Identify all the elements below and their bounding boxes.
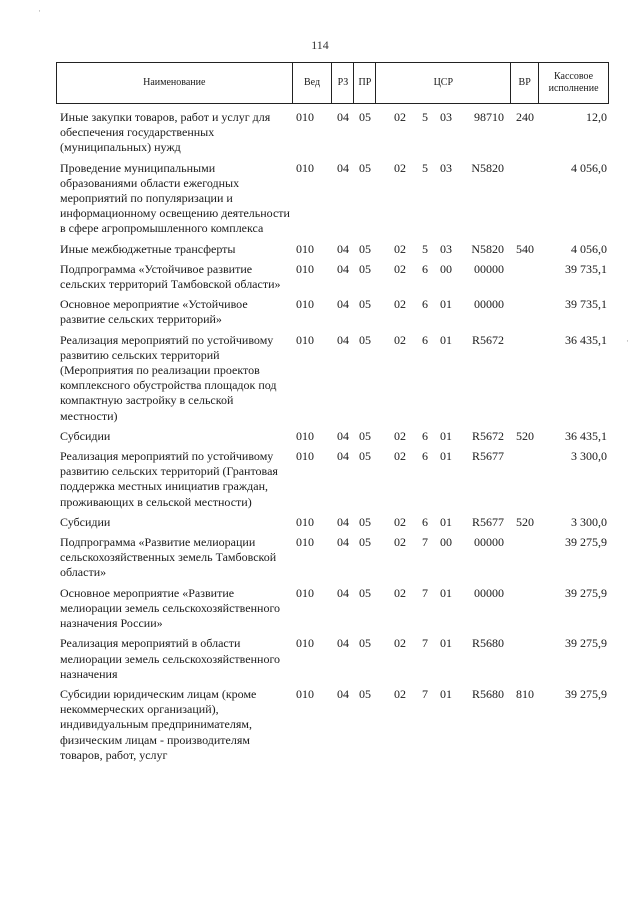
table-row [56, 242, 609, 257]
row-csr-part: 6 [422, 332, 428, 347]
row-csr [376, 636, 511, 682]
row-csr-part: 02 [394, 297, 406, 312]
row-csr-part: 5 [422, 241, 428, 256]
row-csr-part: 01 [440, 428, 452, 443]
row-rz: 04 [337, 428, 349, 443]
row-name: Проведение муниципальными образованиями области ежегодных мероприятий по популяризации и информационному освещению деятельности в сфере агропромышленного комплекса [60, 160, 290, 236]
row-csr-part: 02 [394, 535, 406, 550]
row-csr-part: 03 [440, 160, 452, 175]
row-csr-part: 6 [422, 261, 428, 276]
row-csr-part: 00000 [474, 297, 504, 312]
header-vr: ВР [511, 63, 539, 103]
row-sum: 3 300,0 [571, 514, 607, 529]
row-csr-part: 02 [394, 686, 406, 701]
row-name: Иные межбюджетные трансферты [60, 241, 236, 256]
row-name: Субсидии [60, 514, 111, 529]
table-row [56, 429, 609, 444]
row-name: Основное мероприятие «Устойчивое развитие сельских территорий» [60, 297, 248, 327]
header-pr: ПР [354, 63, 376, 103]
header-rz: РЗ [332, 63, 354, 103]
row-csr-part: 00 [440, 261, 452, 276]
row-csr-part: 01 [440, 514, 452, 529]
table-row [56, 515, 609, 530]
table-row [56, 449, 609, 510]
row-sum: 39 735,1 [565, 261, 607, 276]
row-vr: 540 [516, 241, 534, 256]
row-sum: 4 056,0 [571, 160, 607, 175]
row-pr: 05 [359, 686, 371, 701]
row-ved: 010 [296, 686, 314, 701]
row-csr [376, 297, 511, 327]
row-pr: 05 [359, 261, 371, 276]
row-csr [376, 687, 511, 763]
row-csr-part: 02 [394, 241, 406, 256]
row-rz: 04 [337, 160, 349, 175]
row-pr: 05 [359, 428, 371, 443]
row-csr-part: N5820 [471, 241, 504, 256]
row-ved: 010 [296, 514, 314, 529]
row-sum: 39 275,9 [565, 585, 607, 600]
row-rz: 04 [337, 686, 349, 701]
row-csr-part: 02 [394, 261, 406, 276]
row-pr: 05 [359, 514, 371, 529]
row-csr-part: 02 [394, 160, 406, 175]
row-name: Подпрограмма «Устойчивое развитие сельских территорий Тамбовской области» [60, 261, 281, 292]
scan-mark: · [38, 6, 41, 16]
row-ved: 010 [296, 241, 314, 256]
row-name: Субсидии юридическим лицам (кроме некоммерческих организаций), индивидуальным предпринимателям, физическим лицам - производителям товаров, работ, услуг [60, 686, 257, 762]
row-ved: 010 [296, 261, 314, 276]
row-pr: 05 [359, 160, 371, 175]
row-csr-part: 6 [422, 297, 428, 312]
table-row [56, 687, 609, 763]
table-body [56, 110, 609, 763]
row-csr-part: 02 [394, 514, 406, 529]
row-csr-part: 98710 [474, 110, 504, 124]
scan-mark: · [626, 336, 629, 346]
row-ved: 010 [296, 110, 314, 124]
row-csr-part: R5680 [471, 686, 504, 701]
row-csr [376, 535, 511, 581]
row-csr-part: 01 [440, 297, 452, 312]
row-csr-part: 7 [422, 636, 428, 651]
row-ved: 010 [296, 449, 314, 464]
row-csr-part: 6 [422, 449, 428, 464]
row-csr-part: N5820 [471, 160, 504, 175]
row-name: Реализация мероприятий по устойчивому развитию сельских территорий (Мероприятия по реализации проектов комплексного обустройства площадок под компактную застройку в сельской местности) [60, 332, 277, 423]
row-rz: 04 [337, 110, 349, 124]
row-sum: 39 275,9 [565, 535, 607, 550]
row-rz: 04 [337, 535, 349, 550]
row-ved: 010 [296, 428, 314, 443]
row-vr [511, 161, 539, 237]
row-vr: 520 [516, 428, 534, 443]
row-vr [511, 586, 539, 632]
row-csr-part: 5 [422, 110, 428, 124]
row-pr: 05 [359, 332, 371, 347]
row-rz: 04 [337, 585, 349, 600]
row-csr [376, 333, 511, 424]
row-csr-part: 00000 [474, 585, 504, 600]
row-pr: 05 [359, 535, 371, 550]
row-rz: 04 [337, 261, 349, 276]
row-rz: 04 [337, 297, 349, 312]
row-vr [511, 449, 539, 510]
row-csr-part: 7 [422, 686, 428, 701]
row-csr-part: 00 [440, 535, 452, 550]
row-pr: 05 [359, 110, 371, 124]
row-vr [511, 297, 539, 327]
header-csr: ЦСР [376, 63, 511, 103]
table-row [56, 636, 609, 682]
row-ved: 010 [296, 636, 314, 651]
row-pr: 05 [359, 449, 371, 464]
row-csr-part: R5672 [471, 332, 504, 347]
row-name: Реализация мероприятий по устойчивому развитию сельских территорий (Грантовая поддержка местных инициатив граждан, проживающих в сельской местности) [60, 449, 278, 509]
row-sum: 4 056,0 [571, 241, 607, 256]
table-row [56, 535, 609, 581]
row-ved: 010 [296, 535, 314, 550]
row-vr: 240 [516, 110, 534, 124]
row-csr-part: R5680 [471, 636, 504, 651]
row-csr [376, 242, 511, 257]
row-vr [511, 535, 539, 581]
header-ved: Вед [293, 63, 333, 103]
row-sum: 36 435,1 [565, 428, 607, 443]
row-pr: 05 [359, 241, 371, 256]
row-name: Субсидии [60, 428, 111, 443]
row-csr [376, 161, 511, 237]
row-csr-part: 7 [422, 585, 428, 600]
row-csr [376, 586, 511, 632]
row-csr-part: 03 [440, 241, 452, 256]
row-name: Основное мероприятие «Развитие мелиорации земель сельскохозяйственного назначения России» [60, 585, 281, 631]
row-csr-part: 00000 [474, 261, 504, 276]
row-csr-part: 02 [394, 636, 406, 651]
table-header [56, 62, 609, 104]
table-row [56, 161, 609, 237]
table-row [56, 297, 609, 327]
row-sum: 36 435,1 [565, 332, 607, 347]
row-pr: 05 [359, 636, 371, 651]
table-row [56, 333, 609, 424]
row-rz: 04 [337, 636, 349, 651]
table-row [56, 110, 609, 156]
row-csr [376, 110, 511, 156]
row-rz: 04 [337, 514, 349, 529]
row-csr-part: R5672 [471, 428, 504, 443]
row-name: Подпрограмма «Развитие мелиорации сельскохозяйственных земель Тамбовской области» [60, 535, 277, 580]
header-sum: Кассовое исполнение [539, 63, 609, 103]
row-csr [376, 449, 511, 510]
row-name: Реализация мероприятий в области мелиорации земель сельскохозяйственного назначения [60, 636, 281, 681]
row-vr [511, 636, 539, 682]
row-csr-part: R5677 [471, 449, 504, 464]
row-vr: 520 [516, 514, 534, 529]
row-sum: 12,0 [586, 110, 607, 124]
header-name: Наименование [57, 63, 293, 103]
row-ved: 010 [296, 160, 314, 175]
row-sum: 39 275,9 [565, 636, 607, 651]
row-csr-part: 01 [440, 449, 452, 464]
row-csr-part: 02 [394, 428, 406, 443]
row-csr-part: 03 [440, 110, 452, 124]
row-csr [376, 515, 511, 530]
page-number: 114 [311, 38, 329, 52]
row-csr-part: 01 [440, 332, 452, 347]
row-rz: 04 [337, 449, 349, 464]
row-sum: 39 735,1 [565, 297, 607, 312]
row-csr-part: 01 [440, 585, 452, 600]
row-ved: 010 [296, 297, 314, 312]
row-csr-part: 02 [394, 332, 406, 347]
row-csr-part: 6 [422, 428, 428, 443]
row-pr: 05 [359, 585, 371, 600]
budget-table [56, 62, 609, 768]
row-name: Иные закупки товаров, работ и услуг для обеспечения государственных (муниципальных) нужд [60, 110, 271, 155]
row-csr-part: 5 [422, 160, 428, 175]
row-csr-part: 01 [440, 636, 452, 651]
row-csr-part: 6 [422, 514, 428, 529]
table-row [56, 262, 609, 292]
row-ved: 010 [296, 585, 314, 600]
row-csr-part: R5677 [471, 514, 504, 529]
row-ved: 010 [296, 332, 314, 347]
row-csr-part: 7 [422, 535, 428, 550]
row-vr: 810 [516, 686, 534, 701]
row-csr-part: 00000 [474, 535, 504, 550]
row-csr-part: 01 [440, 686, 452, 701]
row-csr [376, 262, 511, 292]
row-csr-part: 02 [394, 110, 406, 124]
row-pr: 05 [359, 297, 371, 312]
row-vr [511, 333, 539, 424]
table-row [56, 586, 609, 632]
row-sum: 3 300,0 [571, 449, 607, 464]
row-vr [511, 262, 539, 292]
row-rz: 04 [337, 332, 349, 347]
row-csr-part: 02 [394, 449, 406, 464]
row-csr [376, 429, 511, 444]
row-rz: 04 [337, 241, 349, 256]
row-sum: 39 275,9 [565, 686, 607, 701]
row-csr-part: 02 [394, 585, 406, 600]
